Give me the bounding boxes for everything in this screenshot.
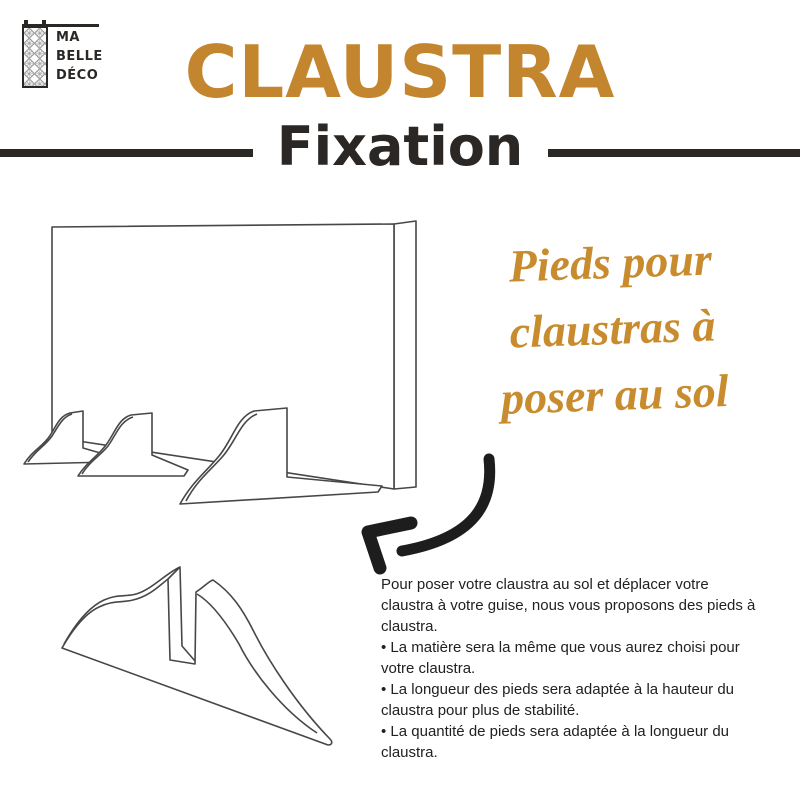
logo-line-1: MA	[56, 30, 80, 45]
callout-line-1: Pieds pour	[507, 233, 713, 292]
claustra-panel-on-three-feet-drawing	[24, 221, 416, 504]
logo-line-2: BELLE	[56, 49, 103, 64]
description-bullet-3: • La quantité de pieds sera adaptée à la longueur du claustra.	[381, 723, 730, 761]
page-title: CLAUSTRA	[184, 30, 616, 114]
logo-line-3: DÉCO	[56, 68, 99, 83]
single-claustra-foot-with-slot-drawing	[62, 567, 332, 745]
callout-line-2: claustras à	[508, 299, 717, 358]
page-subtitle: Fixation	[276, 115, 524, 178]
callout-line-3: poser au sol	[500, 365, 730, 424]
description-block	[381, 574, 759, 763]
description-bullet-2: • La longueur des pieds sera adaptée à la hauteur du claustra pour plus de stabilité.	[381, 681, 735, 719]
description-intro: Pour poser votre claustra au sol et déplacer votre claustra à votre guise, nous vous proposons des pieds à claustra.	[381, 576, 756, 635]
description-bullet-1: • La matière sera la même que vous aurez choisi pour votre claustra.	[381, 639, 740, 677]
